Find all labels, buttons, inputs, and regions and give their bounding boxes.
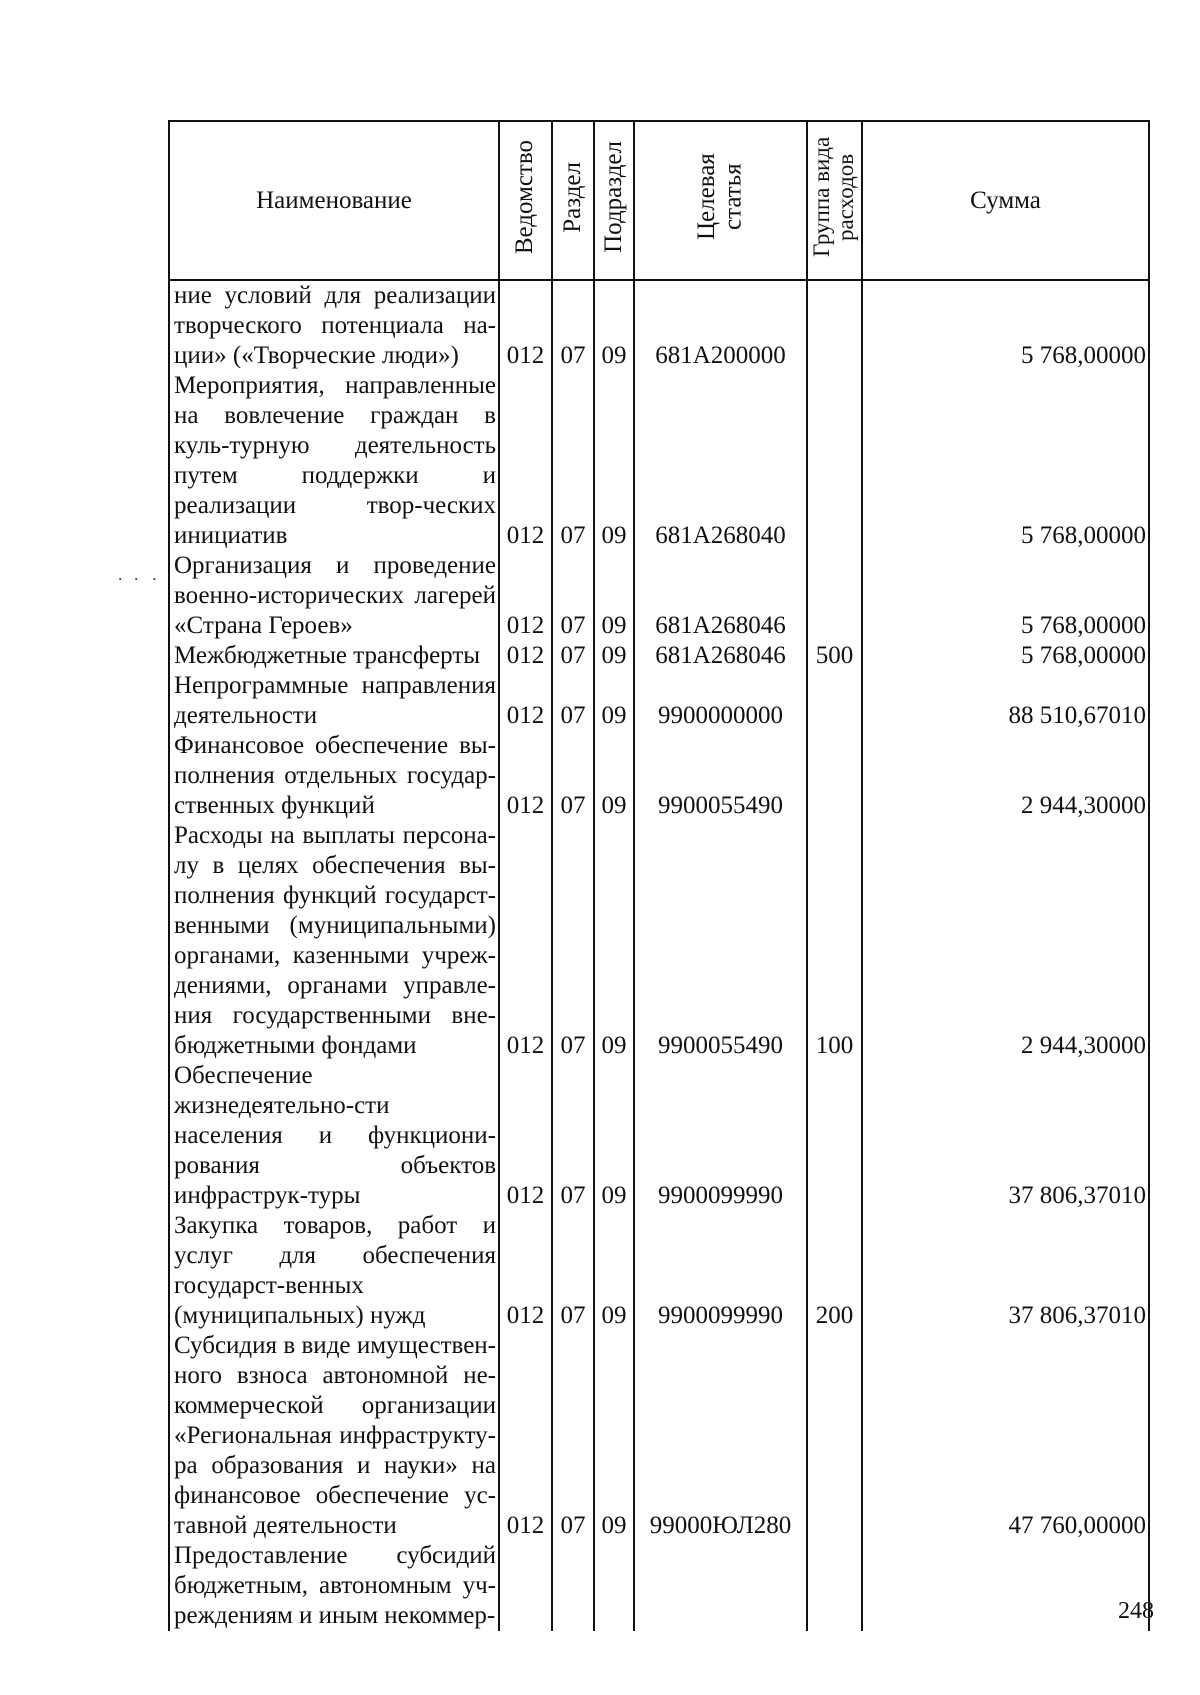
cell-amount: 5 768,00000 <box>862 641 1149 671</box>
cell-name: Мероприятия, направленные на вовлечение граждан в куль-турную деятельность путем поддержки и реализации твор-ческих инициатив <box>169 371 499 551</box>
cell-amount: 5 768,00000 <box>862 551 1149 641</box>
cell-department: 012 <box>499 1211 552 1331</box>
cell-name: Непрограммные направления деятельности <box>169 671 499 731</box>
cell-name: Обеспечение жизнедеятельно-сти населения и функциони-рования объектов инфраструк-туры <box>169 1061 499 1211</box>
cell-amount <box>862 1541 1149 1631</box>
cell-section: 07 <box>552 280 594 371</box>
table-row <box>169 821 1149 1061</box>
cell-target-article: 681A200000 <box>634 280 807 371</box>
header-section: Раздел <box>552 121 594 280</box>
header-amount: Сумма <box>862 121 1149 280</box>
table-row <box>169 1331 1149 1541</box>
table-row <box>169 1211 1149 1331</box>
cell-name: Расходы на выплаты персона-лу в целях обеспечения вы-полнения функций государст-венными (муниципальными) органами, казенными учреж-дениями, органами управле-ния государственными вне-бюджетными фондами <box>169 821 499 1061</box>
cell-amount: 5 768,00000 <box>862 371 1149 551</box>
table-row <box>169 1061 1149 1211</box>
table-row <box>169 280 1149 371</box>
cell-amount: 47 760,00000 <box>862 1331 1149 1541</box>
cell-target-article: 681A268046 <box>634 551 807 641</box>
table-body <box>169 280 1149 1631</box>
scan-artifact: . <box>152 564 157 584</box>
cell-target-article: 99000ЮЛ280 <box>634 1331 807 1541</box>
cell-section: 07 <box>552 821 594 1061</box>
cell-subsection: 09 <box>594 1211 634 1331</box>
cell-section: 07 <box>552 1331 594 1541</box>
header-expense-group: Группа вида расходов <box>807 121 862 280</box>
cell-name: Субсидия в виде имуществен-ного взноса автономной не-коммерческой организации «Региональная инфраструкту-ра образования и науки» на финансовое обеспечение ус-тавной деятельности <box>169 1331 499 1541</box>
cell-target-article: 681A268046 <box>634 641 807 671</box>
table-row <box>169 371 1149 551</box>
cell-target-article: 9900099990 <box>634 1211 807 1331</box>
cell-target-article: 681A268040 <box>634 371 807 551</box>
cell-expense-group <box>807 1331 862 1541</box>
table-row <box>169 641 1149 671</box>
cell-expense-group <box>807 731 862 821</box>
cell-name: Организация и проведение военно-исторических лагерей «Страна Героев» <box>169 551 499 641</box>
cell-expense-group <box>807 551 862 641</box>
cell-name: Закупка товаров, работ и услуг для обеспечения государст-венных (муниципальных) нужд <box>169 1211 499 1331</box>
cell-section: 07 <box>552 1061 594 1211</box>
cell-expense-group <box>807 1061 862 1211</box>
cell-subsection: 09 <box>594 1331 634 1541</box>
cell-amount: 5 768,00000 <box>862 280 1149 371</box>
cell-amount: 37 806,37010 <box>862 1061 1149 1211</box>
cell-department: 012 <box>499 551 552 641</box>
cell-subsection: 09 <box>594 1061 634 1211</box>
cell-section: 07 <box>552 371 594 551</box>
scan-artifact: . <box>118 564 123 584</box>
cell-amount: 2 944,30000 <box>862 731 1149 821</box>
cell-subsection: 09 <box>594 671 634 731</box>
cell-department: 012 <box>499 821 552 1061</box>
cell-amount: 2 944,30000 <box>862 821 1149 1061</box>
header-department: Ведомство <box>499 121 552 280</box>
cell-department: 012 <box>499 371 552 551</box>
cell-department: 012 <box>499 671 552 731</box>
cell-amount: 88 510,67010 <box>862 671 1149 731</box>
cell-subsection: 09 <box>594 551 634 641</box>
cell-subsection <box>594 1541 634 1631</box>
table-header-row <box>169 121 1149 280</box>
cell-target-article: 9900000000 <box>634 671 807 731</box>
scan-artifact: . <box>134 564 139 584</box>
header-name: Наименование <box>169 121 499 280</box>
cell-section: 07 <box>552 1211 594 1331</box>
cell-target-article: 9900055490 <box>634 731 807 821</box>
table-row <box>169 731 1149 821</box>
page-number: 248 <box>1118 1598 1154 1624</box>
cell-target-article: 9900055490 <box>634 821 807 1061</box>
header-target-article: Целевая статья <box>634 121 807 280</box>
cell-department: 012 <box>499 280 552 371</box>
cell-department: 012 <box>499 641 552 671</box>
cell-department <box>499 1541 552 1631</box>
table-row <box>169 671 1149 731</box>
cell-section: 07 <box>552 671 594 731</box>
cell-expense-group <box>807 371 862 551</box>
cell-name: Финансовое обеспечение вы-полнения отдельных государ-ственных функций <box>169 731 499 821</box>
cell-expense-group: 500 <box>807 641 862 671</box>
cell-subsection: 09 <box>594 731 634 821</box>
cell-expense-group <box>807 280 862 371</box>
cell-expense-group <box>807 1541 862 1631</box>
cell-section: 07 <box>552 731 594 821</box>
cell-name: ние условий для реализации творческого потенциала на-ции» («Творческие люди») <box>169 280 499 371</box>
cell-expense-group: 100 <box>807 821 862 1061</box>
table-row <box>169 551 1149 641</box>
cell-department: 012 <box>499 731 552 821</box>
cell-target-article <box>634 1541 807 1631</box>
cell-amount: 37 806,37010 <box>862 1211 1149 1331</box>
cell-section: 07 <box>552 551 594 641</box>
cell-department: 012 <box>499 1331 552 1541</box>
cell-name: Предоставление субсидий бюджетным, автономным уч-реждениям и иным некоммер- <box>169 1541 499 1631</box>
header-subsection: Подраздел <box>594 121 634 280</box>
cell-name: Межбюджетные трансферты <box>169 641 499 671</box>
cell-subsection: 09 <box>594 821 634 1061</box>
cell-target-article: 9900099990 <box>634 1061 807 1211</box>
cell-expense-group: 200 <box>807 1211 862 1331</box>
cell-subsection: 09 <box>594 280 634 371</box>
cell-expense-group <box>807 671 862 731</box>
budget-table <box>168 120 1150 1631</box>
cell-department: 012 <box>499 1061 552 1211</box>
cell-subsection: 09 <box>594 371 634 551</box>
cell-subsection: 09 <box>594 641 634 671</box>
cell-section: 07 <box>552 641 594 671</box>
table-row <box>169 1541 1149 1631</box>
cell-section <box>552 1541 594 1631</box>
